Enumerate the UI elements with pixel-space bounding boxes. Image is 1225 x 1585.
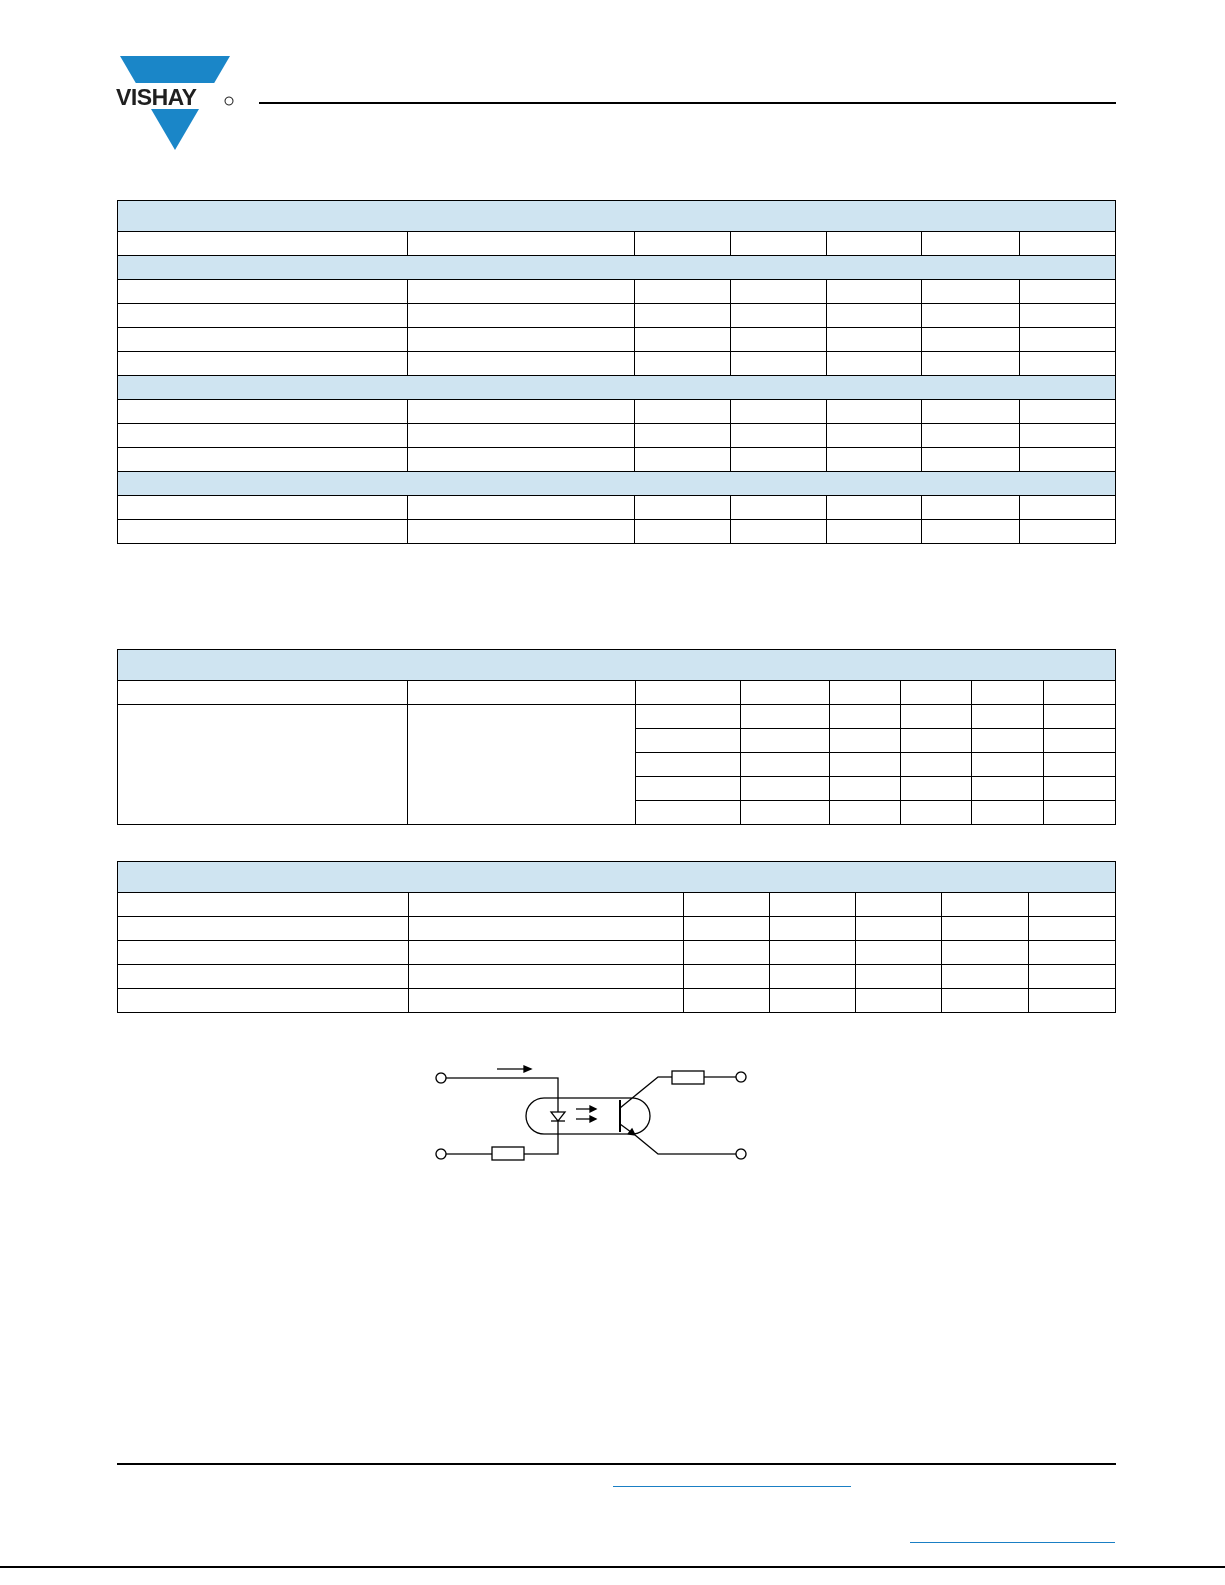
- table-row: [118, 941, 1116, 965]
- table-header-row: [118, 681, 1116, 705]
- page-edge-rule: [0, 1566, 1225, 1568]
- collector-resistor-icon: [672, 1071, 704, 1084]
- spec-table-3: [117, 861, 1116, 1013]
- input-terminal-top-icon: [436, 1073, 446, 1083]
- input-resistor-icon: [492, 1147, 524, 1160]
- output-terminal-top-icon: [736, 1072, 746, 1082]
- table-row: [118, 352, 1116, 376]
- footer-link-underline[interactable]: [910, 1542, 1115, 1543]
- led-icon: [551, 1112, 565, 1121]
- table-header-row: [118, 232, 1116, 256]
- table-row: [118, 448, 1116, 472]
- output-terminal-bottom-icon: [736, 1149, 746, 1159]
- table-row: [118, 705, 1116, 729]
- footer-link-underline[interactable]: [613, 1486, 851, 1487]
- table-title-row: [118, 201, 1116, 232]
- table-title-row: [118, 862, 1116, 893]
- table-row: [118, 280, 1116, 304]
- spec-table-1: [117, 200, 1116, 544]
- spec-table-2: [117, 649, 1116, 825]
- table-section-row: [118, 376, 1116, 400]
- table-header-row: [118, 893, 1116, 917]
- vishay-logo: [116, 56, 236, 152]
- table-row: [118, 424, 1116, 448]
- table-row: [118, 917, 1116, 941]
- table-row: [118, 328, 1116, 352]
- logo-text: VISHAY: [116, 84, 197, 110]
- table-section-row: [118, 256, 1116, 280]
- optocoupler-package-icon: [526, 1098, 650, 1134]
- header-rule: [259, 102, 1116, 104]
- table-section-row: [118, 472, 1116, 496]
- table-row: [118, 520, 1116, 544]
- input-terminal-bottom-icon: [436, 1149, 446, 1159]
- optocoupler-circuit-icon: [430, 1058, 760, 1168]
- table-title-row: [118, 650, 1116, 681]
- footer-rule: [117, 1463, 1116, 1465]
- table-row: [118, 989, 1116, 1013]
- table-row: [118, 304, 1116, 328]
- table-row: [118, 965, 1116, 989]
- table-row: [118, 400, 1116, 424]
- table-row: [118, 496, 1116, 520]
